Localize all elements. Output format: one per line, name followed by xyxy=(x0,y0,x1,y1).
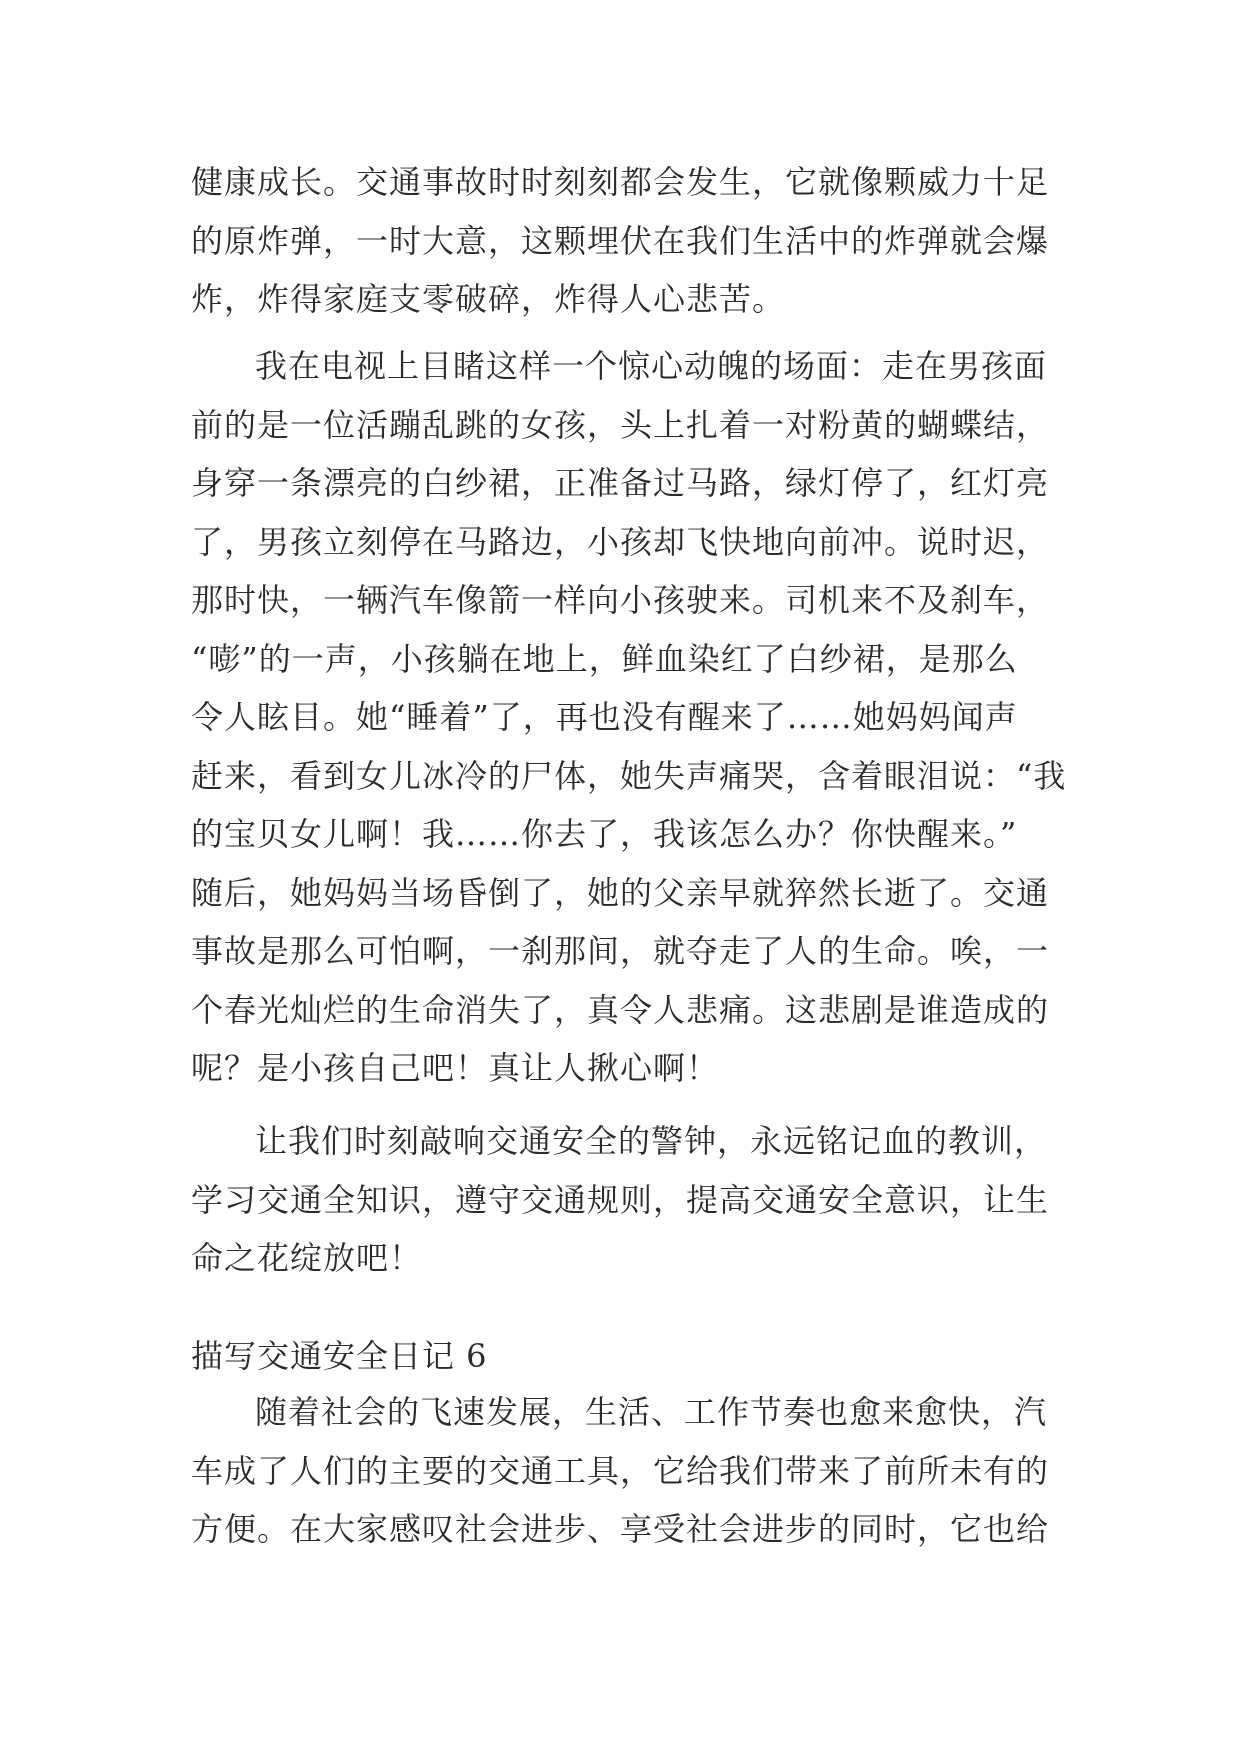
text-line: 赶来，看到女儿冰冷的尸体，她失声痛哭，含着眼泪说：“我 xyxy=(191,756,1067,795)
text-line: 车成了人们的主要的交通工具，它给我们带来了前所未有的 xyxy=(191,1451,1050,1490)
section-heading xyxy=(191,1327,1051,1386)
text-line: 随着社会的飞速发展，生活、工作节奏也愈来愈快，汽 xyxy=(255,1393,1048,1431)
text-line: 了，男孩立刻停在马路边，小孩却飞快地向前冲。说时迟， xyxy=(191,522,1050,561)
text-line: 方便。在大家感叹社会进步、享受社会进步的同时，它也给 xyxy=(191,1510,1050,1548)
text-line: 事故是那么可怕啊，一刹那间，就夺走了人的生命。唉，一 xyxy=(191,932,1050,970)
text-line: 健康成长。交通事故时时刻刻都会发生，它就像颗威力十足 xyxy=(191,163,1050,201)
text-line: 的宝贝女儿啊！我……你去了，我该怎么办？你快醒来。” xyxy=(191,815,1018,853)
text-line: 命之花绽放吧！ xyxy=(191,1239,423,1277)
text-line: 个春光灿烂的生命消失了，真令人悲痛。这悲剧是谁造成的 xyxy=(191,990,1050,1029)
paragraph-accident-story xyxy=(191,337,1067,1098)
heading-text: 描写交通安全日记 6 xyxy=(191,1337,488,1375)
text-line: 那时快，一辆汽车像箭一样向小孩驶来。司机来不及刹车， xyxy=(191,581,1050,619)
text-line: 呢？是小孩自己吧！真让人揪心啊！ xyxy=(191,1049,720,1087)
text-line: 令人眩目。她“睡着”了，再也没有醒来了……她妈妈闻声 xyxy=(191,698,1018,736)
text-line: 随后，她妈妈当场昏倒了，她的父亲早就猝然长逝了。交通 xyxy=(191,873,1050,912)
text-line: 的原炸弹，一时大意，这颗埋伏在我们生活中的炸弹就会爆 xyxy=(191,221,1050,260)
paragraph-continuation xyxy=(191,153,1051,329)
text-line: 学习交通全知识，遵守交通规则，提高交通安全意识，让生 xyxy=(191,1180,1050,1219)
paragraph-conclusion xyxy=(191,1112,1051,1288)
text-line: 身穿一条漂亮的白纱裙，正准备过马路，绿灯停了，红灯亮 xyxy=(191,464,1050,502)
text-line: 炸，炸得家庭支零破碎，炸得人心悲苦。 xyxy=(191,280,786,318)
text-line: 我在电视上目睹这样一个惊心动魄的场面：走在男孩面 xyxy=(255,347,1048,385)
text-line: 前的是一位活蹦乱跳的女孩，头上扎着一对粉黄的蝴蝶结， xyxy=(191,405,1050,444)
text-line: “嘭”的一声，小孩躺在地上，鲜血染红了白纱裙，是那么 xyxy=(191,639,1018,678)
text-line: 让我们时刻敲响交通安全的警钟，永远铭记血的教训， xyxy=(255,1122,1048,1160)
paragraph-intro xyxy=(191,1383,1051,1559)
